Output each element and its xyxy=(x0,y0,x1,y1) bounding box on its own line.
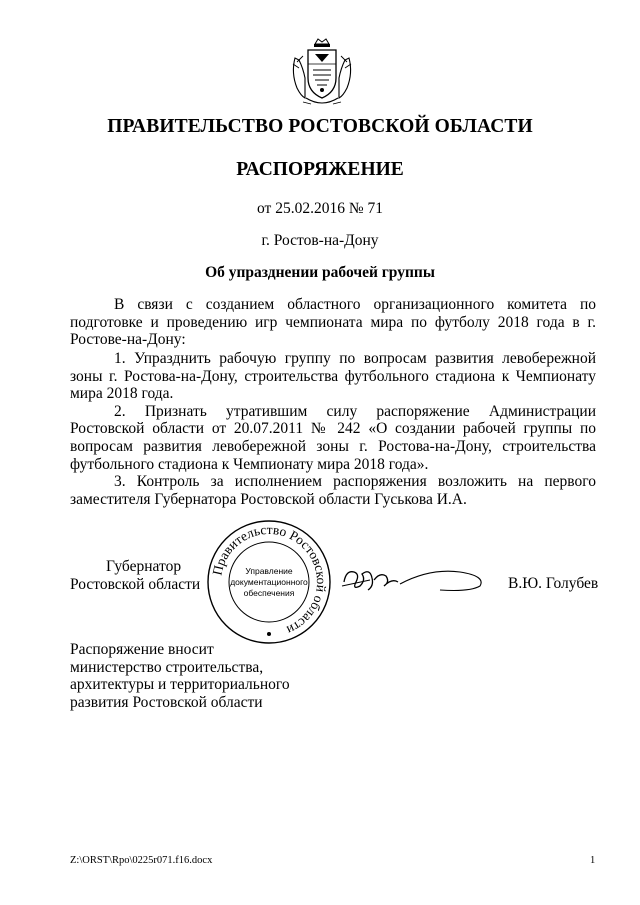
official-stamp xyxy=(205,518,333,646)
organization-title: ПРАВИТЕЛЬСТВО РОСТОВСКОЙ ОБЛАСТИ xyxy=(107,116,533,137)
order-items xyxy=(70,350,596,508)
note-line-4: развития Ростовской области xyxy=(70,693,263,711)
position-line-1: Губернатор xyxy=(106,558,182,575)
note-line-2: министерство строительства, xyxy=(70,658,264,676)
signatory-name: В.Ю. Голубев xyxy=(508,575,599,592)
stamp-center-line-3: обеспечения xyxy=(243,588,295,598)
order-item-3: 3. Контроль за исполнением распоряжения возложить на первого заместителя Губернатора Ростовской области Гуськова И.А. xyxy=(70,473,596,508)
note-line-3: архитектуры и территориального xyxy=(70,676,290,694)
signatory-position xyxy=(70,558,200,593)
stamp-ring-path-text: Правительство Ростовской области xyxy=(209,521,330,639)
handwritten-signature xyxy=(340,560,490,596)
stamp-center-line-1: Управление xyxy=(245,566,293,576)
coat-of-arms-emblem xyxy=(289,38,355,108)
submitted-by-note xyxy=(70,641,290,711)
stamp-center-line-2: документационного xyxy=(230,577,308,587)
intro-paragraph xyxy=(70,296,596,349)
intro-text: В связи с созданием областного организационного комитета по подготовке и проведению игр чемпионата мира по футболу 2018 года в г. Ростове-на-Дону: xyxy=(70,296,596,349)
footer-page-number: 1 xyxy=(590,855,596,866)
document-type: РАСПОРЯЖЕНИЕ xyxy=(236,159,404,180)
note-line-1: Распоряжение вносит xyxy=(70,641,214,658)
footer-file-path: Z:\ORST\Rpo\0225r071.f16.docx xyxy=(70,855,213,866)
order-item-2: 2. Признать утратившим силу распоряжение Администрации Ростовской области от 20.07.2011 № 242 «О создании рабочей группы по вопросам развития левобережной зоны г. Ростова-на-Дону, строительства футбольного стадиона к Чемпионату мира 2018 года». xyxy=(70,402,596,473)
position-line-2: Ростовской области xyxy=(70,575,201,593)
document-date-number: от 25.02.2016 № 71 xyxy=(257,200,383,217)
order-item-1: 1. Упразднить рабочую группу по вопросам развития левобережной зоны г. Ростова-на-Дону, строительства футбольного стадиона к Чемпионату мира 2018 года. xyxy=(70,350,596,403)
document-city: г. Ростов-на-Дону xyxy=(261,232,379,249)
document-subject: Об упразднении рабочей группы xyxy=(205,264,435,281)
